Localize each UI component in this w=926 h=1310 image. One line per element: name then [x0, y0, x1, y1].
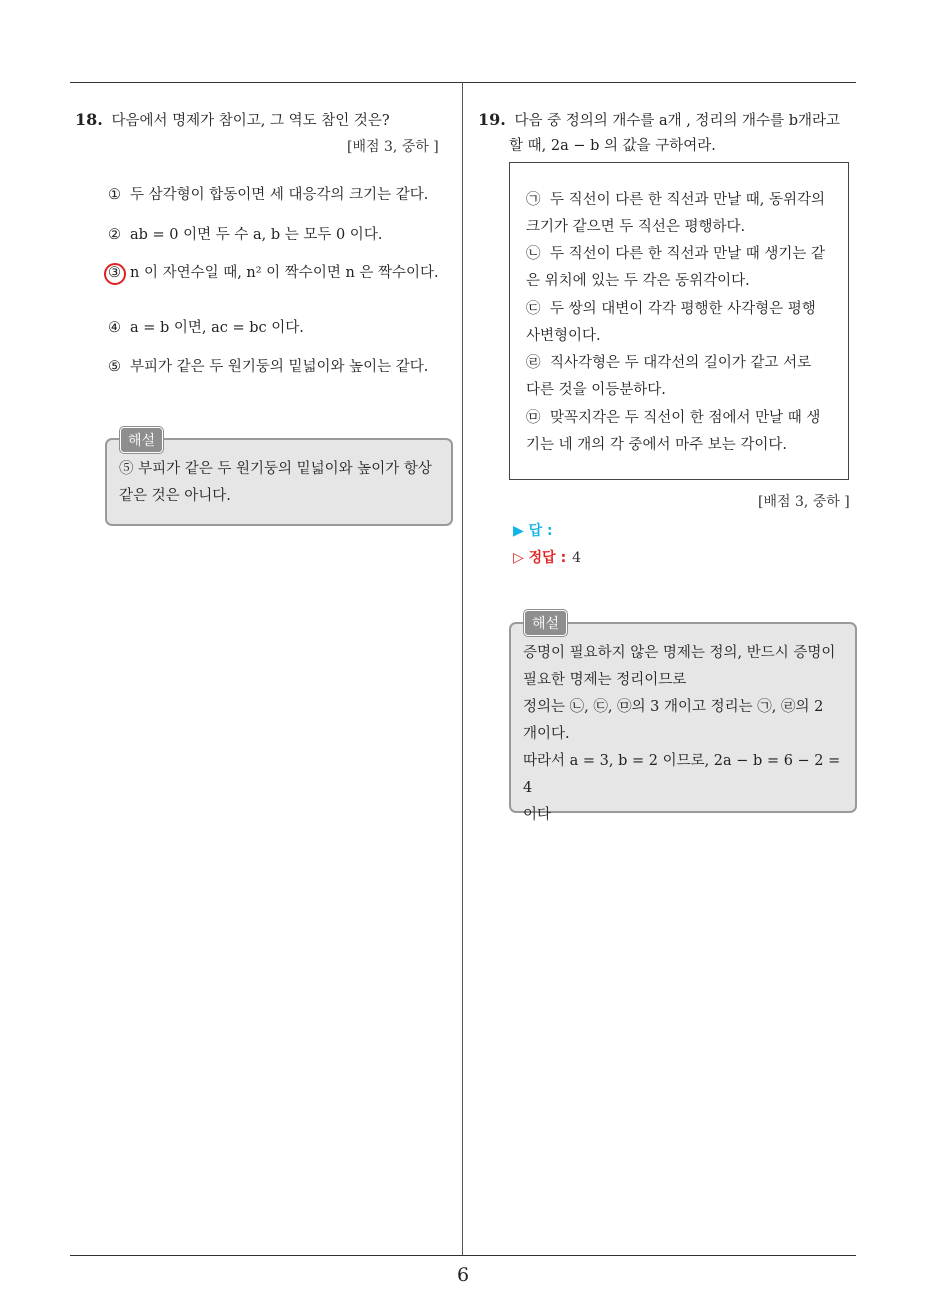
- q19-prompt-line1: 다음 중 정의의 개수를 a개 , 정리의 개수를 b개라고: [514, 113, 840, 129]
- q19-explanation-label: 해설: [524, 610, 567, 636]
- q18-grade: [배점 3, 중하 ]: [347, 139, 439, 155]
- q18-choice-3[interactable]: [108, 260, 443, 286]
- answer-input-label[interactable]: ▶ 답 :: [513, 523, 553, 539]
- choice-text: n 이 자연수일 때, n² 이 짝수이면 n 은 짝수이다.: [130, 265, 439, 281]
- item-text: 맞꼭지각은 두 직선이 한 점에서 만날 때 생기는 네 개의 각 중에서 마주 보는 각이다.: [526, 410, 821, 453]
- correct-answer-value: 4: [572, 550, 582, 566]
- item-mark: ㉠: [526, 192, 541, 208]
- q19-explanation-line: 필요한 명제는 정리이므로: [523, 672, 687, 688]
- item-mark: ㉣: [526, 355, 541, 371]
- q18-choice-5[interactable]: [108, 354, 448, 380]
- item-text: 두 쌍의 대변이 각각 평행한 사각형은 평행사변형이다.: [526, 301, 816, 344]
- q18-prompt: 다음에서 명제가 참이고, 그 역도 참인 것은?: [111, 113, 390, 129]
- bottom-rule: [70, 1255, 856, 1256]
- q19-number: 19.: [478, 110, 506, 129]
- q19-explanation-line: 증명이 필요하지 않은 명제는 정의, 반드시 증명이: [523, 645, 836, 661]
- top-rule: [70, 82, 856, 83]
- q18-explanation-text: ⑤ 부피가 같은 두 원기둥의 밑넓이와 높이가 항상 같은 것은 아니다.: [119, 461, 432, 504]
- choice-number: ②: [108, 227, 121, 243]
- correct-answer-label: ▷ 정답 :: [513, 550, 567, 566]
- q19-item-4: [526, 350, 826, 404]
- correct-answer: [513, 547, 581, 567]
- choice-text: 두 삼각형이 합동이면 세 대응각의 크기는 같다.: [130, 187, 429, 203]
- q18-choice-4[interactable]: [108, 315, 448, 341]
- item-text: 두 직선이 다른 한 직선과 만날 때 생기는 같은 위치에 있는 두 각은 동위각이다.: [526, 246, 825, 289]
- item-mark: ㉢: [526, 301, 541, 317]
- q19-explanation-line: 정의는 ㉡, ㉢, ㉤의 3 개이고 정리는 ㉠, ㉣의 2: [523, 699, 824, 715]
- q19-explanation-line: 이다: [523, 807, 552, 823]
- q19-item-1: [526, 187, 826, 241]
- q19-grade: [배점 3, 중하 ]: [758, 494, 850, 510]
- q19-explanation-line: 개이다.: [523, 726, 570, 742]
- q19-explanation-line: 따라서 a = 3, b = 2 이므로, 2a − b = 6 − 2 = 4: [523, 753, 841, 796]
- q18-explanation-label: 해설: [120, 427, 163, 453]
- q18-choice-2[interactable]: [108, 222, 448, 248]
- page-number: 6: [456, 1264, 470, 1286]
- q19-header: [478, 107, 868, 134]
- q19-item-2: [526, 241, 826, 295]
- choice-text: ab = 0 이면 두 수 a, b 는 모두 0 이다.: [130, 227, 383, 243]
- choice-text: 부피가 같은 두 원기둥의 밑넓이와 높이는 같다.: [130, 359, 429, 375]
- choice-text: a = b 이면, ac = bc 이다.: [130, 320, 304, 336]
- q18-number: 18.: [75, 110, 103, 129]
- q19-item-3: [526, 296, 826, 350]
- choice-number: ①: [108, 187, 121, 203]
- item-text: 직사각형은 두 대각선의 길이가 같고 서로 다른 것을 이등분하다.: [526, 355, 812, 398]
- choice-number: ④: [108, 320, 121, 336]
- item-mark: ㉡: [526, 246, 541, 262]
- q18-choice-1[interactable]: [108, 182, 448, 208]
- q18-header: [75, 107, 455, 134]
- column-divider: [462, 82, 463, 1255]
- choice-number: ③: [108, 265, 121, 281]
- q19-item-5: [526, 405, 826, 459]
- item-text: 두 직선이 다른 한 직선과 만날 때, 동위각의 크기가 같으면 두 직선은 평행하다.: [526, 192, 825, 235]
- item-mark: ㉤: [526, 410, 541, 426]
- choice-number: ⑤: [108, 359, 121, 375]
- q19-explanation-box: [509, 622, 857, 823]
- q19-prompt-line2: 할 때, 2a − b 의 값을 구하여라.: [509, 138, 716, 154]
